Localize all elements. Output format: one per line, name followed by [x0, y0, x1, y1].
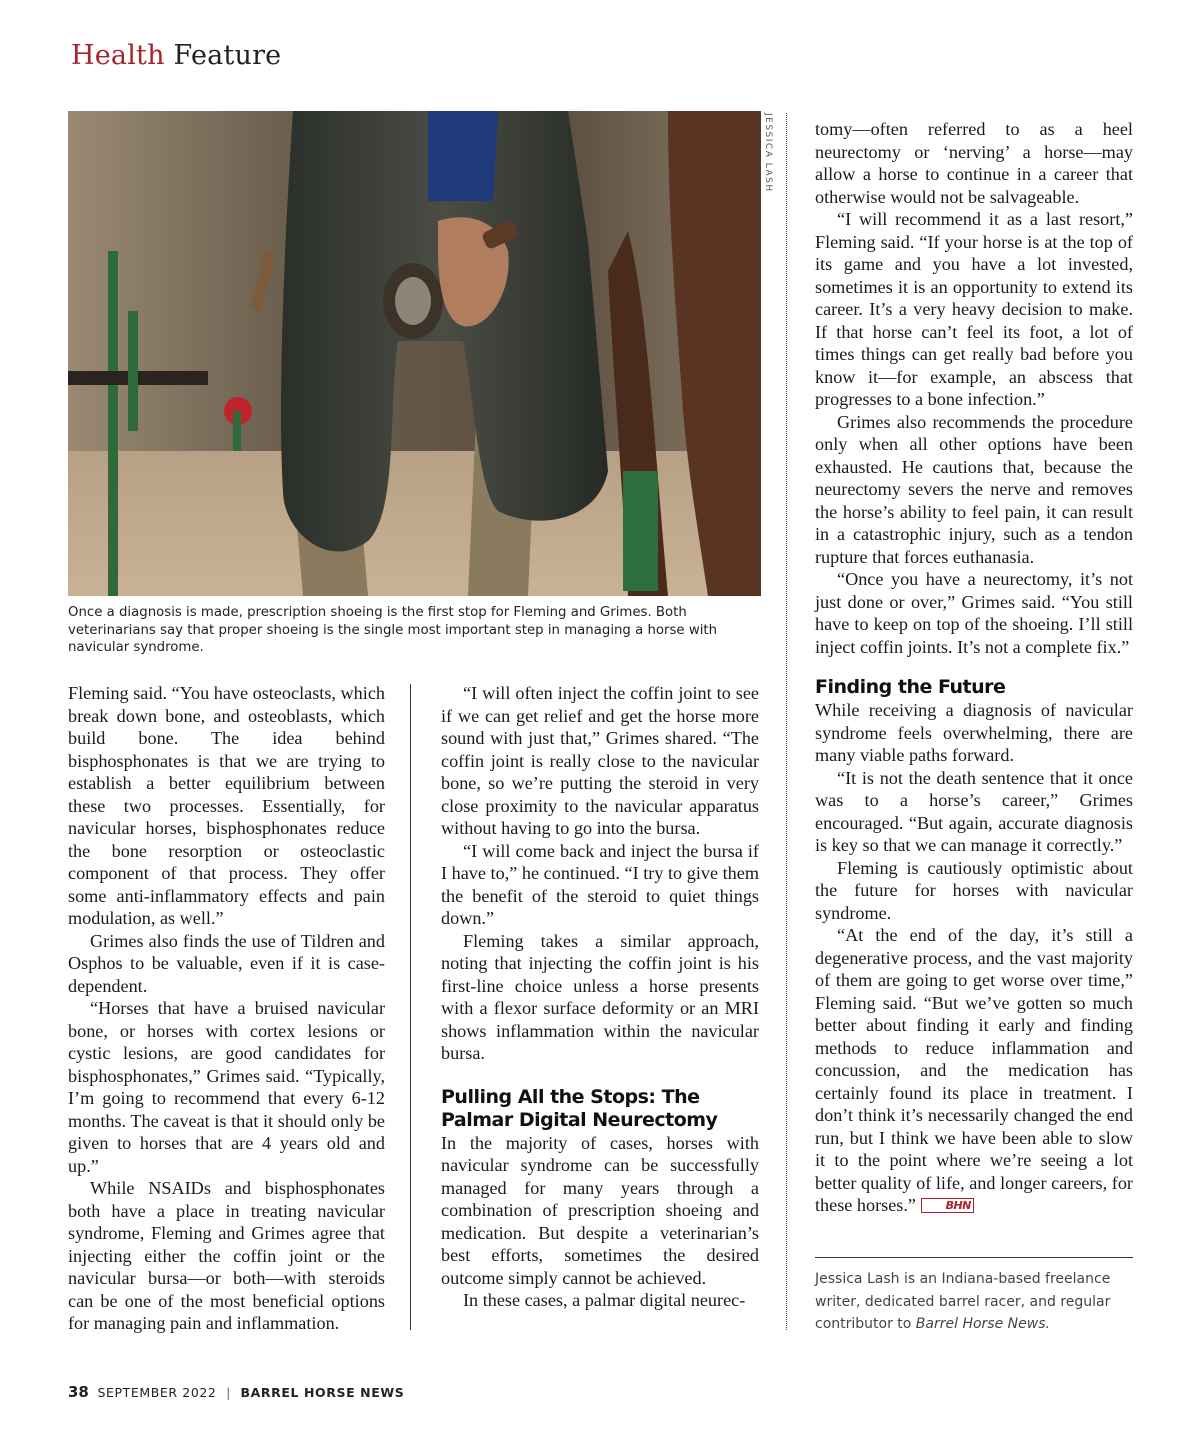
subhead-finding-the-future: Finding the Future: [815, 676, 1006, 698]
paragraph-final-text: “At the end of the day, it’s still a degenerative process, and the vast majority of them are going to get worse over time,” Fleming said. “But we’ve gotten so much better about finding it early and finding methods to reduce inflammation and concussion, and the medication has certainly found its place in treatment. I don’t think it’s necessarily changed the end run, but I think we have been able to slow it to the point where we’re seeing a lot better quality of life, and longer careers, for these horses.”: [815, 925, 1133, 1215]
column-rule-left: [410, 684, 411, 1330]
page-number: 38: [68, 1383, 89, 1401]
photo-caption: Once a diagnosis is made, prescription shoeing is the first stop for Fleming and Grimes. Both veterinarians say that proper shoeing is the single most important step in managing a horse with navicular syndrome.: [68, 605, 718, 655]
bhn-end-mark: BHN: [921, 1198, 974, 1213]
paragraph: Grimes also recommends the procedure only when all other options have been exhausted. He cautions that, because the neurectomy severs the nerve and removes the horse’s ability to feel pain, it can result in a catastrophic injury, such as a tendon rupture that forces euthanasia.: [815, 411, 1133, 567]
paragraph: In the majority of cases, horses with navicular syndrome can be successfully managed for many years through a combination of prescription shoeing and medication. But despite a veterinarian’s best efforts, sometimes the desired outcome simply cannot be achieved.: [441, 1132, 759, 1288]
paragraph: “I will come back and inject the bursa if I have to,” he continued. “I try to give them the benefit of the steroid to quiet things down.”: [441, 840, 759, 928]
paragraph: Grimes also finds the use of Tildren and Osphos to be valuable, even if it is case-dependent.: [68, 930, 385, 996]
issue-date: SEPTEMBER 2022: [97, 1385, 217, 1400]
author-bio: [815, 1268, 1133, 1336]
section-heading-accent: Health: [71, 40, 165, 71]
paragraph-final: [815, 924, 1133, 1217]
paragraph: “I will often inject the coffin joint to see if we can get relief and get the horse more sound with just that,” Grimes shared. “The coffin joint is really close to the navicular bone, so we’re putting the steroid in very close proximity to the navicular apparatus without having to go into the bursa.: [441, 683, 759, 838]
author-bio-text: Jessica Lash is an Indiana-based freelance writer, dedicated barrel racer, and regular contributor to: [815, 1271, 1111, 1332]
column-rule-right: [786, 113, 787, 1330]
page-footer: [68, 1383, 404, 1401]
magazine-name: BARREL HORSE NEWS: [240, 1385, 405, 1400]
farrier-photo-illustration: [68, 111, 761, 596]
paragraph: Fleming said. “You have osteoclasts, which break down bone, and osteoblasts, which build bone. The idea behind bisphosphonates is that we are trying to establish a better equilibrium between these two processes. Essentially, for navicular horses, bisphosphonates reduce the bone resorption or osteoclastic component of that process. They offer some anti-inflammatory effects and pain modulation, as well.”: [68, 683, 385, 928]
paragraph: “I will recommend it as a last resort,” Fleming said. “If your horse is at the top of its game and you have a lot invested, sometimes it is an opportunity to extend its career. It’s a very heavy decision to make. If that horse can’t feel its foot, a lot of times things can get really bad before you know it—for example, an abscess that progresses to a bone infection.”: [815, 209, 1133, 409]
bio-divider: [815, 1257, 1133, 1258]
farrier-photo: [68, 111, 761, 596]
article-column-2: [441, 682, 759, 1312]
paragraph: While receiving a diagnosis of navicular syndrome feels overwhelming, there are many viable paths forward.: [815, 700, 1133, 765]
author-bio-publication: Barrel Horse News.: [915, 1316, 1050, 1332]
subhead-neurectomy: Pulling All the Stops: The Palmar Digital Neurectomy: [441, 1085, 718, 1131]
paragraph: In these cases, a palmar digital neurec-: [463, 1290, 746, 1310]
photo-credit: JESSICA LASH: [763, 113, 773, 193]
footer-separator: |: [226, 1385, 231, 1400]
paragraph: While NSAIDs and bisphosphonates both have a place in treating navicular syndrome, Fleming and Grimes agree that injecting either the coffin joint or the navicular bursa—or both—with steroids can be one of the most beneficial options for managing pain and inflammation.: [68, 1178, 385, 1333]
paragraph: tomy—often referred to as a heel neurectomy or ‘nerving’ a horse—may allow a horse to continue in a career that otherwise would not be salvageable.: [815, 119, 1133, 207]
paragraph: “Horses that have a bruised navicular bone, or horses with cortex lesions or cystic lesions, are good candidates for bisphosphonates,” Grimes said. “Typically, I’m going to recommend that every 6-12 months. The caveat is that it should only be given to horses that are 4 years old and up.”: [68, 998, 385, 1176]
paragraph: Fleming is cautiously optimistic about the future for horses with navicular syndrome.: [815, 857, 1133, 923]
paragraph: “It is not the death sentence that it once was to a horse’s career,” Grimes encouraged. “But again, accurate diagnosis is key so that we can manage it correctly.”: [815, 767, 1133, 855]
section-heading: [71, 40, 281, 71]
section-heading-rest: Feature: [173, 40, 282, 71]
article-column-3: [815, 118, 1133, 1217]
paragraph: Fleming takes a similar approach, noting that injecting the coffin joint is his first-line choice unless a horse presents with a flexor surface deformity or an MRI shows inflammation within the navicular bursa.: [441, 930, 759, 1063]
paragraph: “Once you have a neurectomy, it’s not just done or over,” Grimes said. “You still have to keep on top of the shoeing. I’ll still inject coffin joints. It’s not a complete fix.”: [815, 569, 1133, 657]
article-column-1: [68, 682, 385, 1335]
